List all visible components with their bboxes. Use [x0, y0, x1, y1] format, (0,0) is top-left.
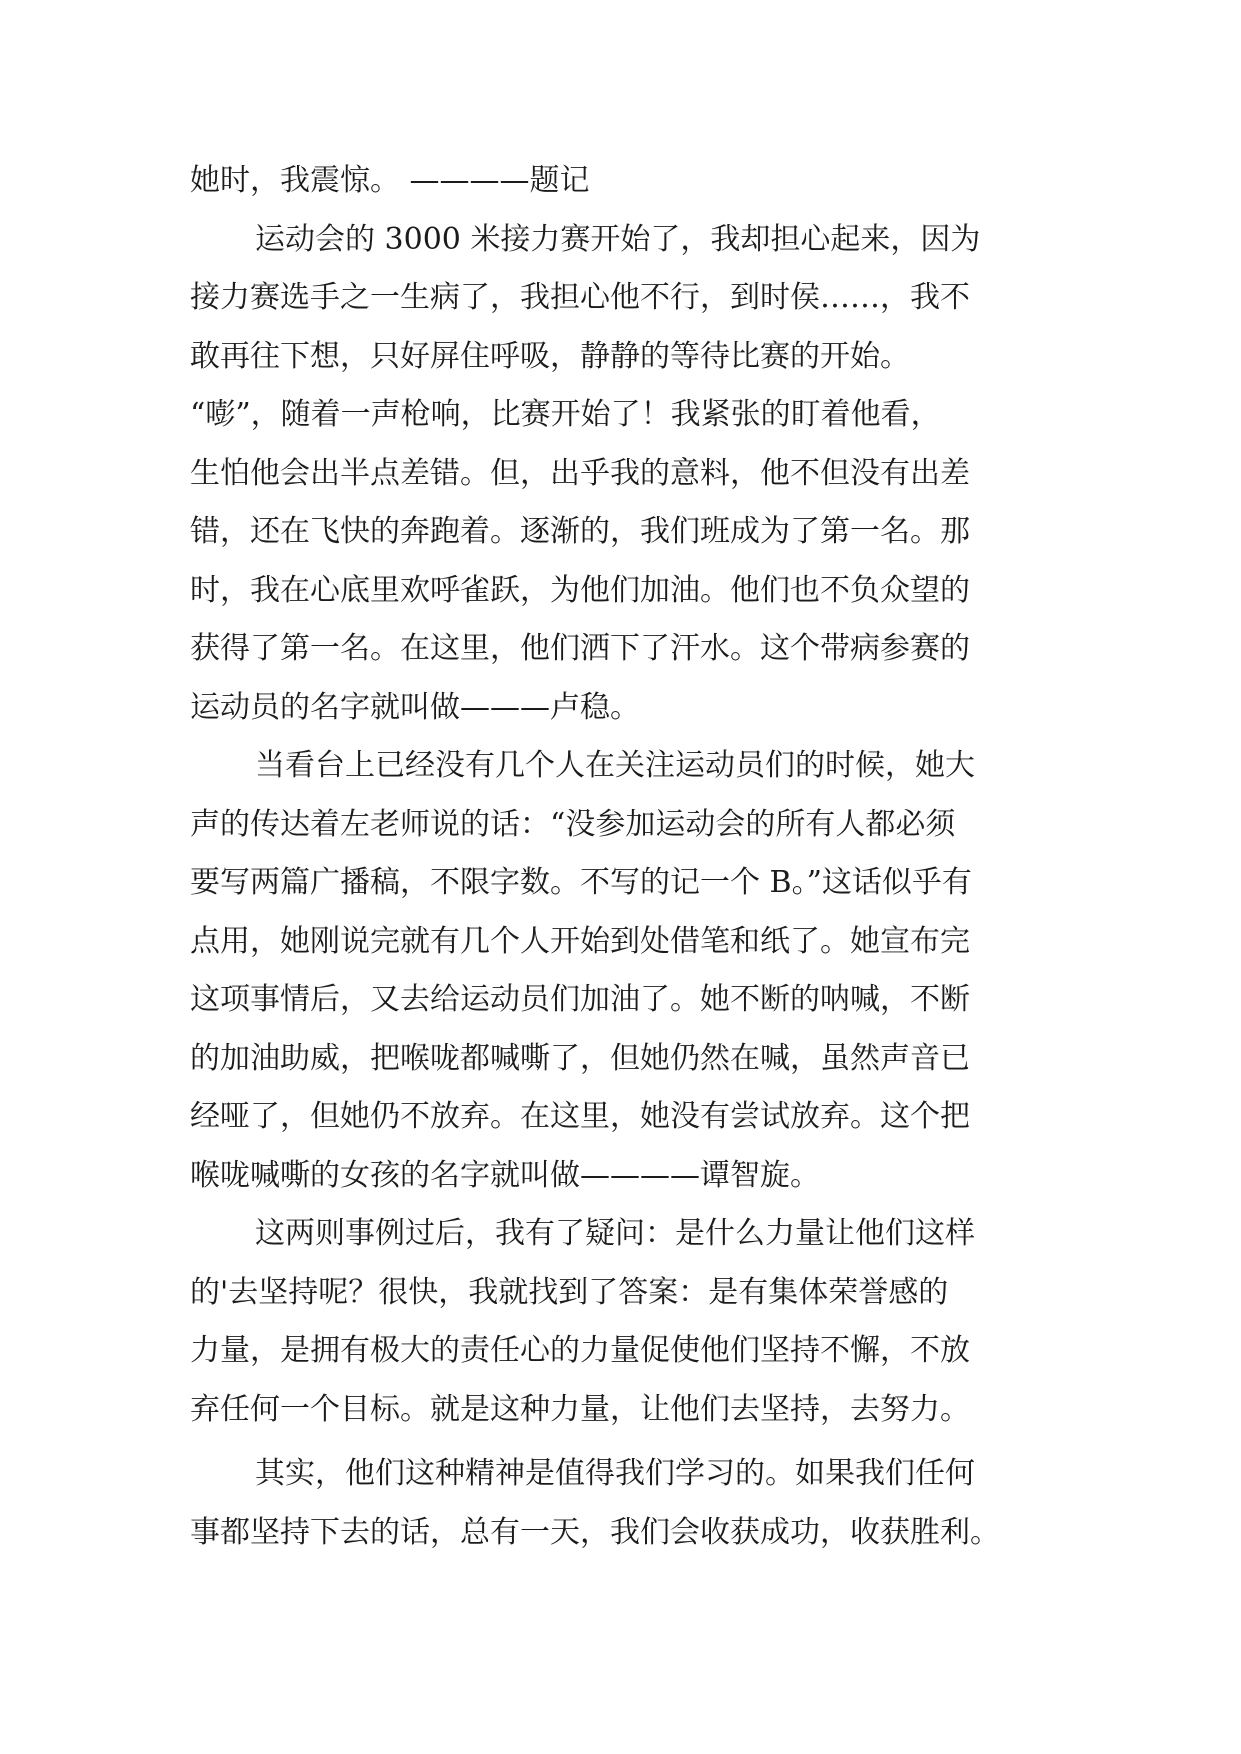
- paragraph-2-line-6: 的加油助威，把喉咙都喊嘶了，但她仍然在喊，虽然声音已: [190, 1040, 970, 1076]
- essay-text: [190, 152, 1050, 1562]
- paragraph-1-line-6: 错，还在飞快的奔跑着。逐渐的，我们班成为了第一名。那: [190, 514, 970, 549]
- paragraph-2-line-2: 声的传达着左老师说的话：“没参加运动会的所有人都必须: [190, 806, 956, 842]
- paragraph-4-line-1: 其实，他们这种精神是值得我们学习的。如果我们任何: [255, 1456, 975, 1491]
- paragraph-1-line-8: 获得了第一名。在这里，他们洒下了汗水。这个带病参赛的: [190, 631, 970, 666]
- paragraph-2-line-3: 要写两篇广播稿，不限字数。不写的记一个 B。”这话似乎有: [190, 865, 972, 900]
- paragraph-1-line-5: 生怕他会出半点差错。但，出乎我的意料，他不但没有出差: [190, 455, 970, 491]
- paragraph-3-line-4: 弃任何一个目标。就是这种力量，让他们去坚持，去努力。: [190, 1391, 970, 1427]
- paragraph-1-line-4: “嘭”，随着一声枪响，比赛开始了！我紧张的盯着他看，: [190, 397, 941, 432]
- paragraph-2-line-1: 当看台上已经没有几个人在关注运动员们的时候，她大: [255, 748, 975, 783]
- paragraph-2-line-8: 喉咙喊嘶的女孩的名字就叫做————谭智旋。: [190, 1157, 820, 1193]
- paragraph-3-line-1: 这两则事例过后，我有了疑问：是什么力量让他们这样: [255, 1216, 975, 1251]
- paragraph-2-line-7: 经哑了，但她仍不放弃。在这里，她没有尝试放弃。这个把: [190, 1099, 970, 1134]
- paragraph-1-line-3: 敢再往下想，只好屏住呼吸，静静的等待比赛的开始。: [190, 338, 910, 374]
- paragraph-1-line-7: 时，我在心底里欢呼雀跃，为他们加油。他们也不负众望的: [190, 572, 970, 608]
- paragraph-1-line-2: 接力赛选手之一生病了，我担心他不行，到时侯……，我不: [190, 280, 970, 315]
- paragraph-2-line-4: 点用，她刚说完就有几个人开始到处借笔和纸了。她宣布完: [190, 923, 970, 959]
- paragraph-1-line-1: 运动会的 3000 米接力赛开始了，我却担心起来，因为: [255, 221, 981, 257]
- epigraph-line: 她时，我震惊。 ————题记: [190, 163, 590, 198]
- paragraph-3-line-2: 的'去坚持呢？很快，我就找到了答案：是有集体荣誉感的: [190, 1274, 949, 1310]
- paragraph-2-line-5: 这项事情后，又去给运动员们加油了。她不断的呐喊，不断: [190, 982, 970, 1017]
- paragraph-4-line-2: 事都坚持下去的话，总有一天，我们会收获成功，收获胜利。: [190, 1514, 1000, 1550]
- paragraph-1-line-9: 运动员的名字就叫做———卢稳。: [190, 689, 640, 725]
- paragraph-3-line-3: 力量，是拥有极大的责任心的力量促使他们坚持不懈，不放: [190, 1333, 970, 1368]
